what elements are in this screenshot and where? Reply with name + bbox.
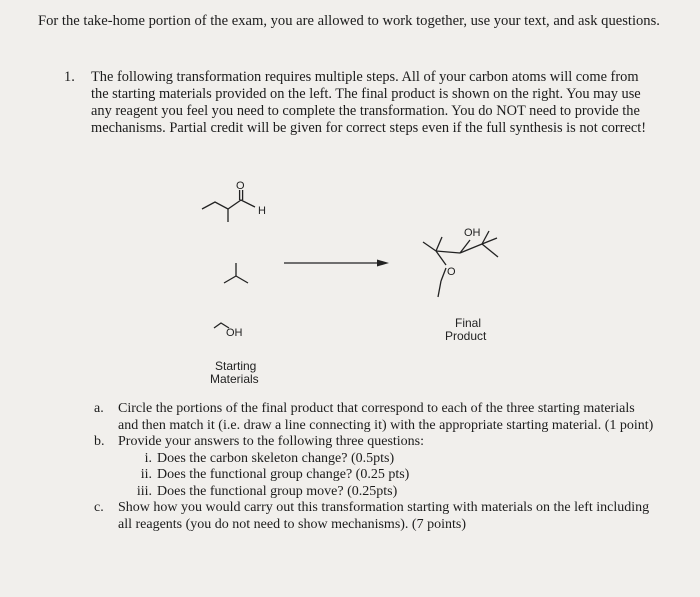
- part-a-label: a.: [94, 401, 104, 416]
- part-c: [94, 500, 654, 533]
- intro-text: For the take-home portion of the exam, you are allowed to work together, use your text, and ask questions.: [38, 13, 660, 29]
- product-structure: [423, 231, 498, 297]
- part-c-text: Show how you would carry out this transformation starting with materials on the left including all reagents (you do not need to show mechanisms). (7 points): [118, 500, 650, 532]
- part-b-sub-i: [118, 451, 654, 468]
- part-c-label: c.: [94, 500, 104, 515]
- part-a: [94, 401, 654, 434]
- question-text: The following transformation requires multiple steps. All of your carbon atoms will come from the starting materials provided on the left. The final product is shown on the right. You may use any reagent you feel you need to complete the transformation. You do NOT need to provide the mechanisms. Partial credit will be given for correct steps even if the full synthesis is not correct!: [91, 69, 647, 136]
- part-a-text: Circle the portions of the final product that correspond to each of the three starting materials and then match it (i.e. draw a line connecting it) with the appropriate starting material. (1 point): [118, 401, 654, 433]
- sub-ii-text: Does the functional group change? (0.25 pts): [157, 467, 410, 482]
- sub-i-text: Does the carbon skeleton change? (0.5pts): [157, 450, 395, 466]
- reaction-arrow: [284, 260, 389, 267]
- propene-structure: [224, 263, 248, 283]
- aldehyde-structure: [202, 190, 255, 222]
- starting-materials-label-line2: Materials: [210, 372, 259, 386]
- product-o-label: O: [447, 266, 456, 278]
- part-b-text: Provide your answers to the following three questions:: [118, 434, 425, 449]
- sub-ii-label: ii.: [140, 467, 152, 482]
- starting-materials-label-line1: Starting: [215, 359, 257, 373]
- part-b-label: b.: [94, 434, 105, 449]
- question-number: 1.: [64, 69, 75, 85]
- final-product-label-line2: Product: [445, 329, 487, 343]
- sub-i-label: i.: [144, 450, 152, 466]
- aldehyde-h-label: H: [258, 205, 266, 217]
- aldehyde-o-label: O: [236, 180, 245, 192]
- final-product-label-line1: Final: [455, 316, 482, 330]
- part-b-sub-iii: [118, 484, 654, 501]
- part-b-sub-ii: [118, 467, 654, 484]
- sub-iii-text: Does the functional group move? (0.25pts): [157, 483, 398, 499]
- question-parts: [94, 401, 654, 533]
- ethanol-oh-label: OH: [226, 327, 243, 339]
- product-oh-label: OH: [464, 227, 481, 239]
- part-b: [94, 434, 654, 500]
- sub-iii-label: iii.: [136, 483, 152, 499]
